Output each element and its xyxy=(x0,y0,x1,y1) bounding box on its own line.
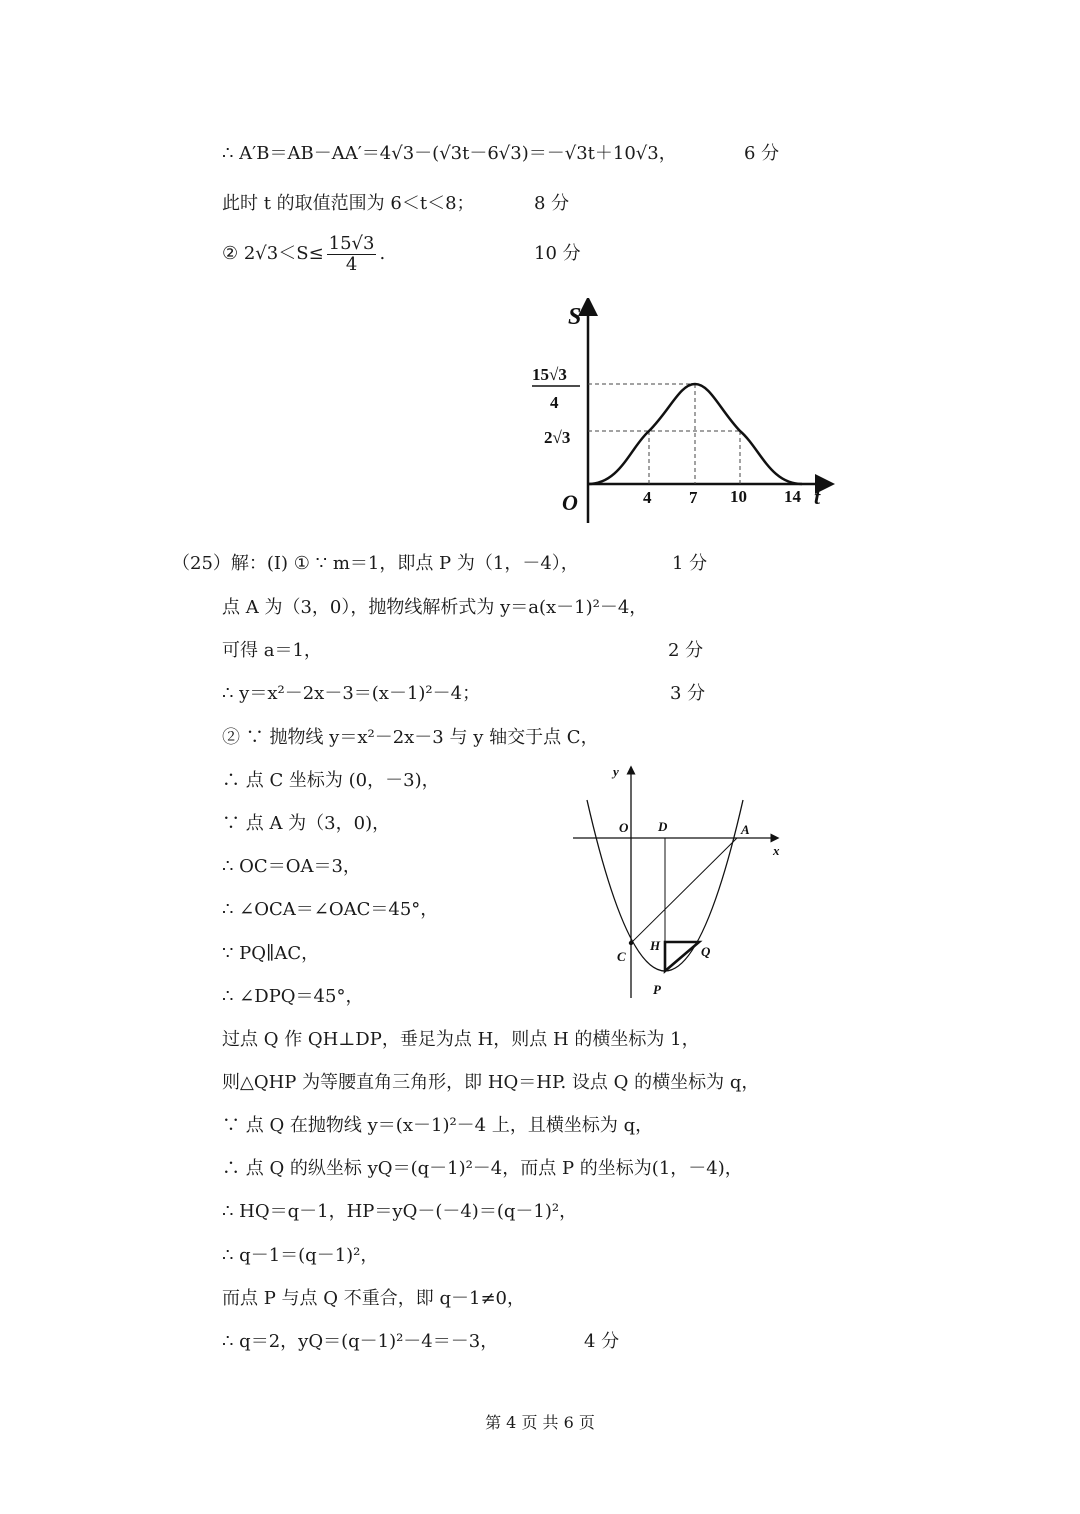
line-1: ∴ A′B＝AB－AA′＝4√3－(√3t－6√3)＝－√3t＋10√3， xyxy=(222,143,677,164)
a-line-14: ∴ 点 Q 的纵坐标 yQ＝(q－1)²－4，而点 P 的坐标为(1，－4)， xyxy=(222,1158,743,1179)
a-line-5: ∴ 点 C 坐标为 (0，－3)， xyxy=(222,770,440,791)
s-tick-top-num: 15√3 xyxy=(532,365,567,384)
score-8: 8 分 xyxy=(534,193,570,214)
page-footer: 第 4 页 共 6 页 xyxy=(485,1413,595,1432)
s-tick-mid: 2√3 xyxy=(544,428,571,447)
score-3: 3 分 xyxy=(670,683,706,704)
range-suffix: . xyxy=(379,243,386,264)
a-line-15: ∴ HQ＝q－1，HP＝yQ－(－4)＝(q－1)²， xyxy=(222,1201,578,1222)
a-line-2: 可得 a＝1， xyxy=(222,640,322,661)
range-fraction xyxy=(327,234,377,275)
a-line-4: ② ∵ 抛物线 y＝x²－2x－3 与 y 轴交于点 C， xyxy=(222,727,599,748)
point-d-label: D xyxy=(658,819,668,834)
a-line-13: ∵ 点 Q 在抛物线 y＝(x－1)²－4 上，且横坐标为 q， xyxy=(222,1115,654,1136)
a-line-1: 点 A 为（3，0），抛物线解析式为 y＝a(x－1)²－4， xyxy=(222,597,648,618)
a-line-3: ∴ y＝x²－2x－3＝(x－1)²－4； xyxy=(222,683,481,704)
x-axis-label: x xyxy=(773,843,780,858)
a-line-12: 则△QHP 为等腰直角三角形，即 HQ＝HP. 设点 Q 的横坐标为 q， xyxy=(222,1072,760,1093)
a-line-8: ∴ ∠OCA＝∠OAC＝45°， xyxy=(222,899,439,920)
a-line-17: 而点 P 与点 Q 不重合，即 q－1≠0， xyxy=(222,1288,525,1309)
triangle-qhp xyxy=(665,942,699,971)
t-tick-10: 10 xyxy=(730,487,747,506)
s-tick-top-den: 4 xyxy=(550,393,559,412)
point-a-label: A xyxy=(741,822,750,837)
point-c-dot xyxy=(629,941,633,945)
s-t-graph xyxy=(520,298,840,530)
a-line-11: 过点 Q 作 QH⊥DP，垂足为点 H，则点 H 的横坐标为 1， xyxy=(222,1029,700,1050)
a-line-10: ∴ ∠DPQ＝45°， xyxy=(222,986,364,1007)
point-o-label: O xyxy=(619,820,629,835)
t-tick-7: 7 xyxy=(689,488,698,507)
a-line-9: ∵ PQ∥AC， xyxy=(222,943,320,964)
line-3 xyxy=(222,232,385,276)
score-10: 10 分 xyxy=(534,243,581,264)
fraction-denominator: 4 xyxy=(345,253,358,275)
point-q-label: Q xyxy=(701,944,711,959)
point-p-label: P xyxy=(653,982,661,997)
score-4: 4 分 xyxy=(584,1331,620,1352)
a-line-6: ∵ 点 A 为（3，0)， xyxy=(222,813,391,834)
point-h-label: H xyxy=(650,938,661,953)
line-2: 此时 t 的取值范围为 6＜t＜8； xyxy=(222,193,475,214)
parabola-diagram xyxy=(565,760,795,1005)
score-1: 1 分 xyxy=(672,553,708,574)
t-axis-label: t xyxy=(814,484,821,509)
y-axis-label: y xyxy=(613,764,619,779)
q25-line: （25）解：(Ⅰ) ① ∵ m＝1，即点 P 为（1，－4）， xyxy=(172,553,579,574)
fraction-numerator: 15√3 xyxy=(328,232,375,254)
score-2: 2 分 xyxy=(668,640,704,661)
score-6: 6 分 xyxy=(744,143,780,164)
origin-label: O xyxy=(562,490,578,515)
range-prefix: ② 2√3＜S≤ xyxy=(222,243,324,264)
a-line-18: ∴ q＝2，yQ＝(q－1)²－4＝－3， xyxy=(222,1331,499,1352)
a-line-16: ∴ q－1＝(q－1)²， xyxy=(222,1245,379,1266)
t-tick-4: 4 xyxy=(643,488,652,507)
a-line-7: ∴ OC＝OA＝3， xyxy=(222,856,361,877)
t-tick-14: 14 xyxy=(784,487,801,506)
point-c-label: C xyxy=(617,949,626,964)
segment-ac xyxy=(631,838,737,943)
s-axis-label: S xyxy=(568,304,582,330)
